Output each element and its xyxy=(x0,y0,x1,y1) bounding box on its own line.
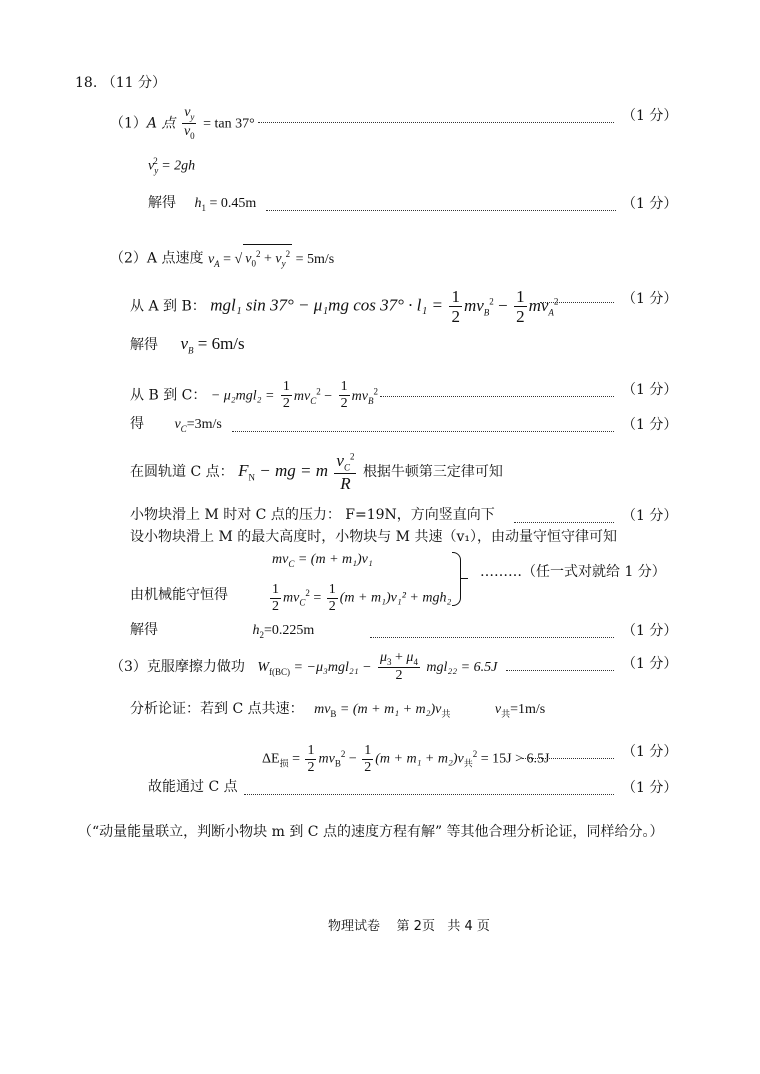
score-label: （1 分） xyxy=(622,196,678,212)
score-label: （1 分） xyxy=(622,508,678,524)
leader-dots xyxy=(522,758,614,759)
part2-speed-line: （2）A 点速度 $v_A$ = √ $v_0^2 + v_y^2 = 5m/s$ xyxy=(110,244,334,272)
part3-conclusion: 故能通过 C 点 xyxy=(148,779,238,795)
leader-dots xyxy=(380,396,614,397)
question-number: 18. （11 分） xyxy=(75,75,166,91)
part2-h2-line: 解得 $h_2=0.225m$ xyxy=(130,622,315,640)
score-label: （1 分） xyxy=(622,780,678,796)
score-label: （1 分） xyxy=(622,623,678,639)
part3-work-line: （3）克服摩擦力做功 $W_{f(BC)} = -\mu_3mgl_{21}$ − $\frac{\mu_3 + \mu_4}{2}$ mgl₂₂ = 6.5J xyxy=(110,649,498,684)
part2-ab-line: 从 A 到 B： mgl₁ sin 37° − μ₁mg cos 37° · l₁ = $\frac{1}{2}$ $mv_B^2$ − $\frac{1}{2}$ $mv_A^2$ xyxy=(130,287,559,327)
part2-vb-line: 解得 $v_B = 6m/s$ xyxy=(130,334,245,356)
page-footer: 物理试卷 第 2页 共 4 页 xyxy=(328,919,490,934)
energy-equation: $\frac{1}{2}$ $mv_C^2$ = $\frac{1}{2}$ (m + m₁)v₁² + mgh₂ xyxy=(272,581,452,614)
leader-dots xyxy=(514,522,614,523)
any-one-score: ………（任一式对就给 1 分） xyxy=(480,564,666,580)
part1-line3: 解得 $h_1 = 0.45m$ xyxy=(148,195,257,213)
vy-over-v0-fraction: $\frac{v_y}{v_0}$ xyxy=(183,105,195,141)
leader-dots xyxy=(540,302,614,303)
part2-bc-line: 从 B 到 C： − μ₂mgl₂ = $\frac{1}{2}$ $mv_C^2$ − $\frac{1}{2}$ $mv_B^2$ xyxy=(130,379,378,412)
momentum-equation: $mv_C = (m + m_1)v_1$ xyxy=(272,552,373,569)
part3-delta-line: $\Delta E_损$ = $\frac{1}{2}$ $mv_B^2$ − $\frac{1}{2}$ $(m + m_1 + m_2)v_共^2 = 15J > 6.5J$ xyxy=(262,742,550,775)
part2-vc-line: 得 $v_C=3m/s$ xyxy=(130,416,222,434)
equation-brace xyxy=(452,552,461,606)
leader-dots xyxy=(370,637,614,638)
score-label: （1 分） xyxy=(622,382,678,398)
score-label: （1 分） xyxy=(622,656,678,672)
score-label: （1 分） xyxy=(622,744,678,760)
part3-analysis-line: 分析论证：若到 C 点共速： $mv_B = (m + m_1 + m_2)v_共$ $v_共=1m/s$ xyxy=(130,701,546,719)
leader-dots xyxy=(232,431,614,432)
part1-line2: $v_y^2 = 2gh$ xyxy=(148,156,196,176)
part1-line1: （1）A 点 $\frac{v_y}{v_0}$ = tan 37° xyxy=(110,105,255,141)
score-label: （1 分） xyxy=(622,417,678,433)
leader-dots xyxy=(506,670,614,671)
score-label: （1 分） xyxy=(622,108,678,124)
question-points: （11 分） xyxy=(101,75,166,91)
equation-brace-tip xyxy=(460,578,468,579)
grading-note: （“动量能量联立，判断小物块 m 到 C 点的速度方程有解” 等其他合理分析论证，同样给分。） xyxy=(78,824,664,840)
part2-pressure-line: 小物块滑上 M 时对 C 点的压力： F=19N，方向竖直向下 xyxy=(130,507,495,523)
part2-circle-line: 在圆轨道 C 点： $F_N$ − mg = m $\frac{v_C^2}{R}$ 根据牛顿第三定律可知 xyxy=(130,451,503,494)
energy-label: 由机械能守恒得 xyxy=(130,587,228,603)
leader-dots xyxy=(266,210,616,211)
leader-dots xyxy=(258,122,614,123)
leader-dots xyxy=(244,794,614,795)
part2-momentum-text: 设小物块滑上 M 的最大高度时，小物块与 M 共速（v₁），由动量守恒守律可知 xyxy=(130,529,617,545)
score-label: （1 分） xyxy=(622,291,678,307)
